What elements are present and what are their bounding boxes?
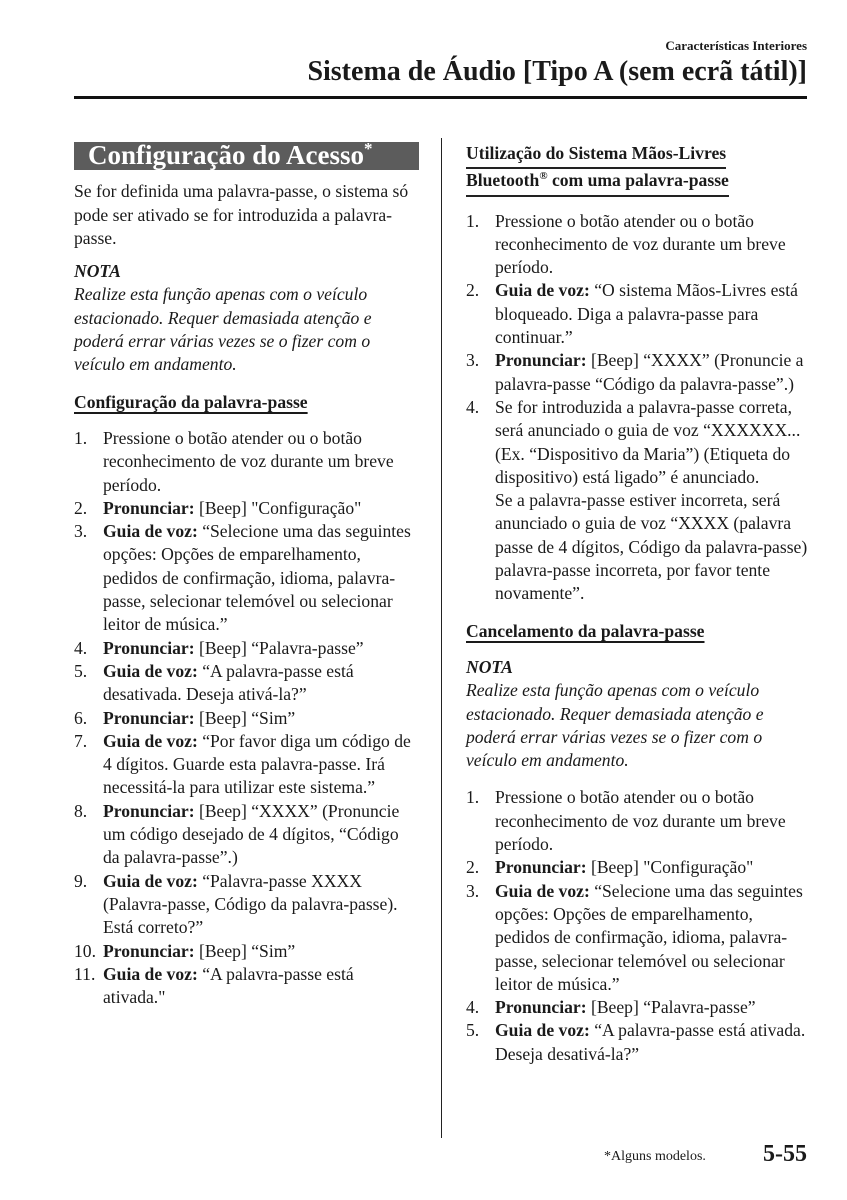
step-label: Pronunciar:: [103, 497, 195, 518]
step-item: [466, 856, 812, 879]
step-number: 8.: [74, 800, 88, 821]
step-number: 2.: [74, 497, 88, 518]
step-text: [495, 396, 812, 606]
step-number: 4.: [466, 396, 480, 417]
step-item: [74, 963, 419, 1010]
chapter-category: Características Interiores: [665, 38, 807, 53]
step-item: [466, 279, 812, 349]
step-number: 5.: [74, 660, 88, 681]
page-title: Sistema de Áudio [Tipo A (sem ecrã tátil)]: [307, 56, 807, 87]
step-text: [103, 520, 419, 636]
step-body: [Beep] “Palavra-passe”: [194, 637, 364, 658]
step-item: [466, 349, 812, 396]
step-text: [103, 707, 419, 730]
step-text: [103, 427, 419, 497]
section-title-asterisk: *: [364, 139, 373, 158]
step-label: Guia de voz:: [103, 870, 198, 891]
step-item: [466, 396, 812, 606]
step-body: “A palavra-passe está ativada. Deseja desativá-la?”: [495, 1020, 806, 1064]
step-label: Pronunciar:: [495, 350, 587, 371]
step-body: Pressione o botão atender ou o botão reconhecimento de voz durante um breve período.: [495, 787, 786, 855]
step-label: Guia de voz:: [103, 963, 198, 984]
step-number: 5.: [466, 1020, 480, 1041]
step-item: [74, 520, 419, 636]
step-body: Pressione o botão atender ou o botão reconhecimento de voz durante um breve período.: [103, 427, 394, 495]
step-body: “A palavra-passe está ativada.": [103, 963, 354, 1008]
step-text: [495, 880, 812, 996]
step-label: Guia de voz:: [495, 280, 590, 301]
subheading-password-setup: Configuração da palavra-passe: [74, 391, 308, 412]
step-label: Pronunciar:: [103, 940, 195, 961]
step-text: [103, 800, 419, 870]
footnote: *Alguns modelos.: [604, 1149, 706, 1164]
step-number: 9.: [74, 870, 88, 891]
step-body: Se for introduzida a palavra-passe correta, será anunciado o guia de voz “XXXXXX... (Ex. “Dispositivo da Maria”) (Etiqueta do dispositivo) está ligado” é anunciado.: [495, 396, 801, 487]
note-title: NOTA: [74, 261, 121, 282]
step-body: “Selecione uma das seguintes opções: Opções de emparelhamento, pedidos de confirmação, idioma, palavra-passe, selecionar telemóvel ou selecionar leitor de música.”: [103, 521, 411, 635]
step-label: Guia de voz:: [495, 1020, 590, 1041]
step-number: 2.: [466, 280, 480, 301]
step-number: 3.: [466, 880, 480, 901]
step-number: 3.: [466, 350, 480, 371]
step-text: [495, 1019, 812, 1066]
step-body: [Beep] “Sim”: [194, 707, 296, 728]
step-item: [466, 880, 812, 996]
step-number: 1.: [466, 787, 480, 808]
page-number: 5-55: [763, 1141, 807, 1167]
step-label: Pronunciar:: [103, 707, 195, 728]
note-text: Realize esta função apenas com o veículo estacionado. Requer demasiada atenção e poderá errar várias vezes se o fizer com o veículo em andamento.: [466, 680, 764, 771]
password-setup-steps: [74, 427, 419, 1009]
bluetooth-word: Bluetooth: [466, 170, 540, 191]
step-body: Pressione o botão atender ou o botão reconhecimento de voz durante um breve período.: [495, 210, 786, 278]
right-column: [466, 142, 812, 1080]
note-title: NOTA: [466, 656, 513, 677]
step-body: [Beep] “XXXX” (Pronuncie um código desejado de 4 dígitos, “Código da palavra-passe”.): [103, 800, 400, 868]
step-number: 4.: [74, 637, 88, 658]
step-label: Pronunciar:: [495, 997, 587, 1018]
step-body: “Por favor diga um código de 4 dígitos. Guarde esta palavra-passe. Irá necessitá-la para utilizar este sistema.”: [103, 730, 411, 798]
step-label: Pronunciar:: [103, 800, 195, 821]
step-item: [74, 730, 419, 800]
step-label: Guia de voz:: [495, 880, 590, 901]
step-item: [74, 800, 419, 870]
step-body: “Selecione uma das seguintes opções: Opções de emparelhamento, pedidos de confirmação, idioma, palavra-passe, selecionar telemóvel ou selecionar leitor de música.”: [495, 880, 803, 994]
step-text: [495, 349, 812, 396]
password-cancel-steps: [466, 786, 812, 1066]
step-label: Guia de voz:: [103, 660, 198, 681]
step-label: Guia de voz:: [103, 730, 198, 751]
step-extra: Se a palavra-passe estiver incorreta, será anunciado o guia de voz “XXXX (palavra passe de 4 dígitos, Código da palavra-passe) palavra-passe incorreta, por favor tente novamente”.: [495, 490, 808, 604]
step-body: [Beep] "Configuração": [194, 497, 362, 518]
step-item: [74, 707, 419, 730]
intro-paragraph: Se for definida uma palavra-passe, o sistema só pode ser ativado se for introduzida a palavra-passe.: [74, 181, 409, 248]
section-title: [74, 139, 419, 170]
step-body: “A palavra-passe está desativada. Deseja ativá-la?”: [103, 660, 354, 705]
left-column: [74, 139, 419, 1023]
step-item: [74, 637, 419, 660]
step-item: [74, 870, 419, 940]
step-body: [Beep] "Configuração": [586, 857, 754, 878]
step-text: [103, 637, 419, 660]
step-label: Pronunciar:: [495, 857, 587, 878]
header-rule: [74, 96, 807, 99]
step-item: [74, 660, 419, 707]
step-text: [495, 996, 812, 1019]
note-text: Realize esta função apenas com o veículo estacionado. Requer demasiada atenção e poderá errar várias vezes se o fizer com o veículo em andamento.: [74, 284, 372, 375]
step-text: [495, 279, 812, 349]
step-number: 1.: [74, 427, 88, 448]
step-text: [103, 963, 419, 1010]
handsfree-password-steps: [466, 210, 812, 606]
step-item: [466, 210, 812, 280]
step-number: 3.: [74, 521, 88, 542]
step-text: [495, 210, 812, 280]
step-item: [466, 786, 812, 856]
step-item: [74, 427, 419, 497]
step-number: 1.: [466, 210, 480, 231]
step-body: “Palavra-passe XXXX (Palavra-passe, Código da palavra-passe). Está correto?”: [103, 870, 398, 938]
step-label: Guia de voz:: [103, 521, 198, 542]
step-text: [103, 730, 419, 800]
column-divider: [441, 138, 442, 1138]
step-body: [Beep] “Sim”: [194, 940, 296, 961]
registered-mark: ®: [539, 170, 548, 183]
subheading-handsfree-password: [466, 142, 812, 197]
step-item: [74, 497, 419, 520]
step-number: 11.: [74, 963, 96, 984]
subheading-line-2-rest: com uma palavra-passe: [547, 170, 729, 191]
step-number: 10.: [74, 940, 96, 961]
step-label: Pronunciar:: [103, 637, 195, 658]
step-text: [103, 497, 419, 520]
step-body: [Beep] “XXXX” (Pronuncie a palavra-passe “Código da palavra-passe”.): [495, 350, 804, 394]
subheading-line-2: [466, 169, 729, 196]
step-text: [495, 856, 812, 879]
subheading-line-1: Utilização do Sistema Mãos-Livres: [466, 142, 726, 169]
step-text: [103, 870, 419, 940]
step-number: 6.: [74, 707, 88, 728]
step-body: [Beep] “Palavra-passe”: [586, 997, 756, 1018]
step-body: “O sistema Mãos-Livres está bloqueado. Diga a palavra-passe para continuar.”: [495, 280, 798, 348]
step-item: [466, 996, 812, 1019]
step-item: [466, 1019, 812, 1066]
section-title-text: Configuração do Acesso: [88, 140, 364, 170]
step-text: [103, 660, 419, 707]
step-number: 7.: [74, 730, 88, 751]
step-text: [495, 786, 812, 856]
step-text: [103, 940, 419, 963]
subheading-password-cancel: Cancelamento da palavra-passe: [466, 620, 705, 641]
step-item: [74, 940, 419, 963]
step-number: 2.: [466, 857, 480, 878]
step-number: 4.: [466, 997, 480, 1018]
